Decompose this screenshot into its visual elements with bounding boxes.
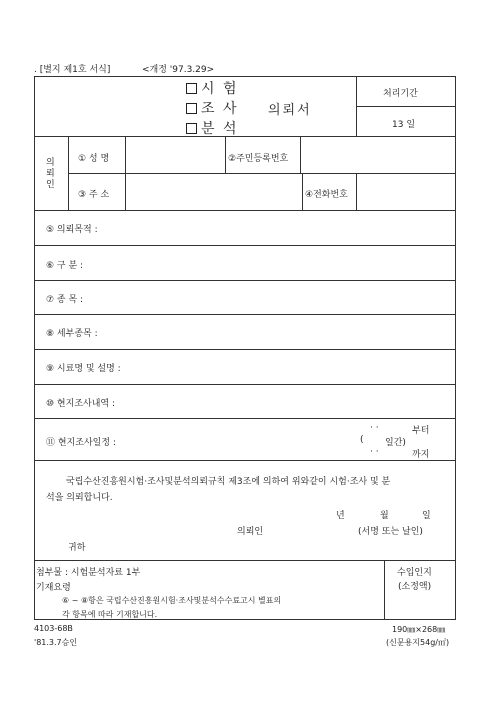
approval-date: '81.3.7승인 xyxy=(34,638,78,647)
name-field[interactable] xyxy=(127,140,223,170)
checkbox-icon xyxy=(186,103,197,114)
addressee-label: 귀하 xyxy=(68,543,86,553)
checkbox-icon xyxy=(186,83,197,94)
detail-field[interactable]: ⑧ 세부종목 : xyxy=(46,329,98,339)
checkbox-icon xyxy=(186,123,197,134)
applicant-section-label: 의 뢰 인 xyxy=(46,158,55,190)
processing-period-value: 13 일 xyxy=(392,120,416,130)
date-day-label: 일 xyxy=(422,511,431,521)
revision-note: <개정 '97.3.29> xyxy=(142,65,215,75)
instructions-line2: 각 항목에 따라 기재합니다. xyxy=(62,610,158,619)
phone-label: ④전화번호 xyxy=(305,190,348,200)
schedule-from-dots: · · xyxy=(370,423,379,433)
signature-field[interactable]: (서명 또는 날인) xyxy=(358,527,423,537)
purpose-field[interactable]: ⑤ 의뢰목적 : xyxy=(46,225,98,235)
schedule-from-label: 부터 xyxy=(412,426,430,436)
paper-spec: (신문용지54g/㎡) xyxy=(386,638,450,647)
form-title-suffix: 의뢰서 xyxy=(268,103,312,118)
instructions-title: 기재요령 xyxy=(36,583,71,593)
paper-size: 190㎜×268㎜ xyxy=(392,625,446,634)
attachment-note: 첨부물 : 시험분석자료 1부 xyxy=(36,568,141,578)
revenue-stamp-label: 수입인지 xyxy=(397,568,432,578)
title-option-survey[interactable]: 조 사 xyxy=(186,98,239,118)
revenue-stamp-sub: (소정액) xyxy=(398,582,432,592)
form-code: 4103-68B xyxy=(34,624,73,633)
kind-field[interactable]: ⑦ 종 목 : xyxy=(46,295,84,305)
processing-period-label: 처리기간 xyxy=(383,89,418,99)
title-option-test[interactable]: 시 험 xyxy=(186,78,239,98)
date-year-label: 년 xyxy=(336,511,345,521)
schedule-days-open: ( xyxy=(360,435,364,445)
schedule-to-label: 까지 xyxy=(412,450,430,460)
title-option-analysis[interactable]: 분 석 xyxy=(186,118,239,138)
resident-id-field[interactable] xyxy=(303,140,453,170)
instructions-line1: ⑥ ~ ⑧항은 국립수산진흥원시험·조사및분석수수료고시 별표의 xyxy=(62,596,282,605)
declaration-text-line1: 국립수산진흥원시험·조사및분석의뢰규칙 제3조에 의하여 위와같이 시험·조사 및 분 xyxy=(66,477,391,487)
applicant-sign-label: 의뢰인 xyxy=(237,527,264,537)
form-number: . [별지 제1호 서식] xyxy=(34,65,111,75)
resident-id-label: ②주민등록번호 xyxy=(228,154,289,164)
site-date-field[interactable]: ⑪ 현지조사일정 : xyxy=(46,438,116,448)
schedule-to-dots: · · xyxy=(370,447,379,457)
sample-field[interactable]: ⑨ 시료명 및 설명 : xyxy=(46,364,121,374)
schedule-days-label: 일간) xyxy=(385,438,406,448)
address-field[interactable] xyxy=(127,176,299,206)
name-label: ① 성 명 xyxy=(78,154,110,164)
address-label: ③ 주 소 xyxy=(78,190,110,200)
phone-field[interactable] xyxy=(358,176,453,206)
date-month-label: 월 xyxy=(380,511,389,521)
site-content-field[interactable]: ⑩ 현지조사내역 : xyxy=(46,399,115,409)
declaration-text-line2: 석을 의뢰합니다. xyxy=(46,493,113,503)
category-field[interactable]: ⑥ 구 분 : xyxy=(46,261,84,271)
